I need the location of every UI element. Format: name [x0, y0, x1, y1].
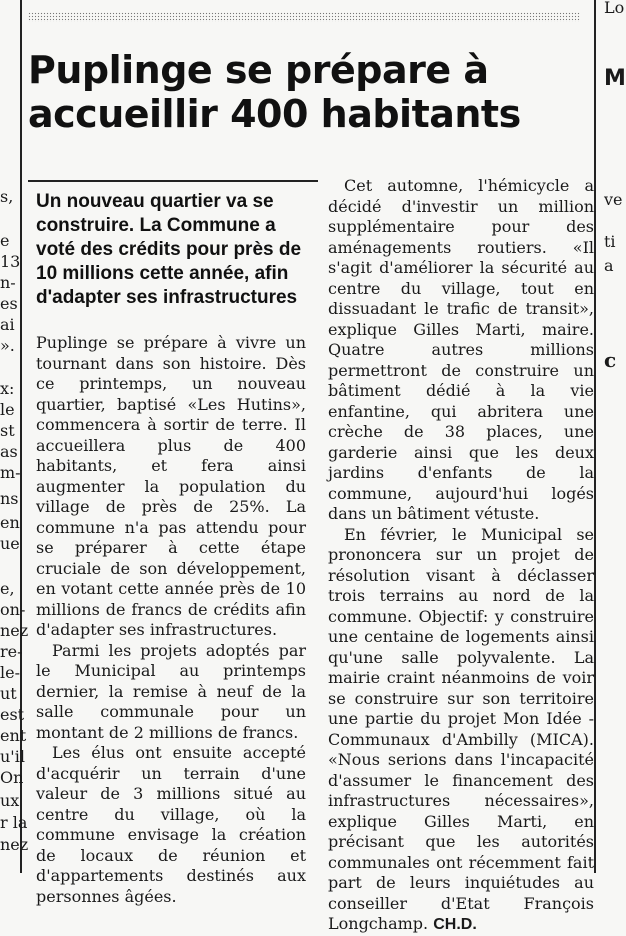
left-fragment-28: nez: [0, 835, 29, 854]
left-fragment-19: re-: [0, 642, 23, 661]
left-fragment-24: u'il: [0, 747, 25, 766]
left-fragment-23: ent: [0, 726, 27, 745]
left-fragment-27: r la: [0, 813, 28, 832]
left-fragment-12: m-: [0, 463, 21, 482]
right-fragment-5: c: [604, 348, 617, 372]
dotted-header-band: [28, 12, 580, 22]
paragraph: Cet automne, l'hémicycle a décidé d'investir un million supplémentaire pour des aménagements routiers. «Il s'agit d'améliorer la sécurité au centre du village, tout en dissuadant le trafic de transit», explique Gilles Marti, maire. Quatre autres millions permettront de construire un bâtiment dédié à la vie enfantine, qui abritera une crèche de 38 places, une garderie ainsi que les deux jardins d'enfants de la commune, aujourd'hui logés dans un bâtiment vétuste.: [328, 176, 594, 523]
paragraph: [328, 525, 594, 936]
lead-top-rule: [28, 180, 318, 182]
left-fragment-20: le-: [0, 663, 20, 682]
left-fragment-11: as: [0, 442, 18, 461]
paragraph: Les élus ont ensuite accepté d'acquérir un terrain d'une valeur de 3 millions situé au centre du village, où la commune envisage la création de locaux de réunion et d'appartements destinés aux personnes âgées.: [36, 743, 306, 906]
left-fragment-15: ue: [0, 534, 20, 553]
right-fragment-1: M: [604, 66, 626, 91]
column-divider-right: [594, 0, 596, 873]
left-fragment-10: st: [0, 421, 15, 440]
article-headline: Puplinge se prépare à accueillir 400 habitants: [28, 48, 521, 136]
left-fragment-17: on-: [0, 600, 26, 619]
right-fragment-3: ti: [604, 232, 616, 251]
left-fragment-16: e,: [0, 579, 15, 598]
paragraph: Puplinge se prépare à vivre un tournant dans son histoire. Dès ce printemps, un nouveau quartier, baptisé «Les Hutins», commencera à sortir de terre. Il accueillera plus de 400 habitants, et fera ainsi augmenter la population du village de près de 25%. La commune n'a pas attendu pour se préparer à cette étape cruciale de son développement, en votant cette année près de 10 millions de francs de crédits afin d'adapter ses infrastructures.: [36, 333, 306, 639]
left-fragment-6: ai: [0, 315, 15, 334]
left-fragment-4: n-: [0, 273, 16, 292]
top-right-fragment: Lo: [604, 0, 625, 17]
left-fragment-22: est: [0, 705, 25, 724]
left-fragment-2: e: [0, 231, 10, 250]
left-fragment-25: On: [0, 768, 24, 787]
left-fragment-18: nez: [0, 621, 29, 640]
article-column-right: [328, 176, 594, 936]
left-fragment-9: le: [0, 400, 15, 419]
left-fragment-1: s,: [0, 187, 14, 206]
paragraph: Parmi les projets adoptés par le Municipal au printemps dernier, la remise à neuf de la salle communale pour un montant de 2 millions de francs.: [36, 640, 306, 742]
article-column-left: [36, 333, 306, 907]
right-fragment-2: ve: [604, 190, 623, 209]
left-fragment-26: ux: [0, 791, 20, 810]
left-fragment-3: 13: [0, 252, 21, 271]
left-fragment-5: es: [0, 294, 18, 313]
author-signature: CH.D.: [433, 916, 477, 933]
left-fragment-7: ».: [0, 336, 15, 355]
article-lead: Un nouveau quartier va se construire. La Commune a voté des crédits pour près de 10 millions cette année, afin d'adapter ses infrastructures: [36, 191, 302, 308]
right-fragment-4: a: [604, 256, 614, 275]
left-fragment-14: en: [0, 513, 20, 532]
left-fragment-13: ns: [0, 489, 19, 508]
paragraph-text: En février, le Municipal se prononcera sur un projet de résolution visant à déclasser trois terrains au nord de la commune. Objectif: y construire une centaine de logements ainsi qu'une salle polyvalente. La mairie craint néanmoins de voir se construire sur son territoire une partie du projet Mon Idée - Communaux d'Ambilly (MICA). «Nous serions dans l'incapacité d'assumer le financement des infrastructures nécessaires», explique Gilles Marti, en précisant que les autorités communales ont récemment fait part de leurs inquiétudes au conseiller d'Etat François Longchamp.: [328, 524, 594, 933]
left-fragment-8: x:: [0, 379, 15, 398]
left-fragment-21: ut: [0, 684, 17, 703]
